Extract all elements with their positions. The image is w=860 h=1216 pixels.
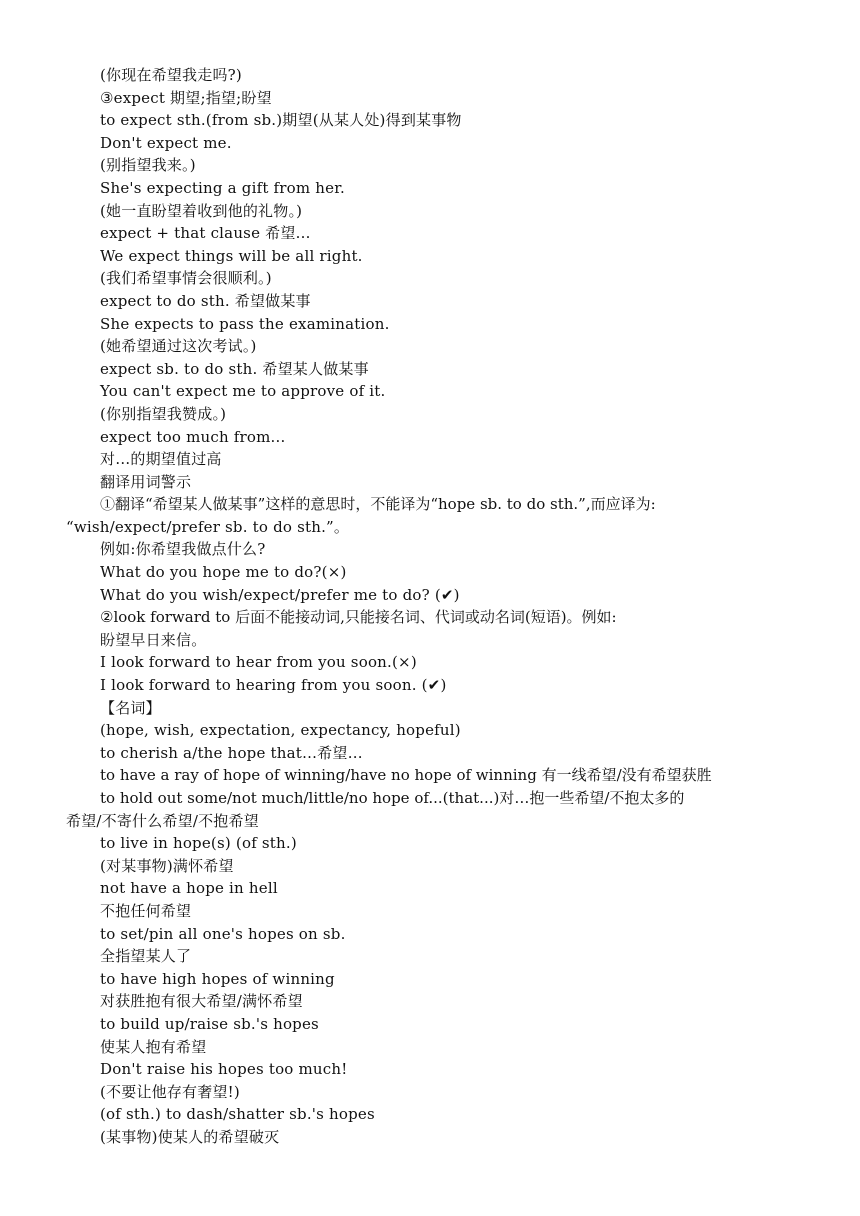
text-line: to build up/raise sb.'s hopes (100, 1014, 319, 1033)
text-line: 例如:你希望我做点什么? (100, 540, 266, 559)
text-line: (她一直盼望着收到他的礼物。) (100, 201, 303, 220)
section-heading: 【名词】 (100, 698, 161, 717)
text-line: (对某事物)满怀希望 (100, 856, 234, 875)
text-line: ①翻译“希望某人做某事”这样的意思时，不能译为“hope sb. to do sth.”,而应译为: (100, 495, 656, 514)
section-heading: 翻译用词警示 (100, 472, 192, 491)
text-line: (别指望我来。) (100, 156, 196, 175)
text-line: 希望/不寄什么希望/不抱希望 (66, 811, 259, 830)
text-line: I look forward to hear from you soon.(×) (100, 653, 417, 672)
text-line: ③expect 期望;指望;盼望 (100, 88, 272, 107)
text-line: She's expecting a gift from her. (100, 178, 345, 197)
text-line: 不抱任何希望 (100, 901, 192, 920)
text-line: I look forward to hearing from you soon. (✔) (100, 676, 447, 695)
text-line: to have high hopes of winning (100, 969, 335, 988)
text-line: (某事物)使某人的希望破灭 (100, 1127, 280, 1146)
text-line: not have a hope in hell (100, 879, 278, 898)
text-line: expect too much from... (100, 427, 286, 446)
text-line: (我们希望事情会很顺利。) (100, 269, 272, 288)
text-line: expect to do sth. 希望做某事 (100, 291, 311, 310)
text-line: to live in hope(s) (of sth.) (100, 834, 297, 853)
text-line: (of sth.) to dash/shatter sb.'s hopes (100, 1105, 375, 1124)
text-line: expect + that clause 希望… (100, 224, 311, 243)
text-line: 使某人抱有希望 (100, 1037, 207, 1056)
text-line: ②look forward to 后面不能接动词,只能接名词、代词或动名词(短语)。例如: (100, 608, 617, 627)
text-line: (你现在希望我走吗?) (100, 66, 242, 84)
text-line: 全指望某人了 (100, 947, 192, 966)
text-line: to have a ray of hope of winning/have no hope of winning 有一线希望/没有希望获胜 (100, 766, 712, 785)
text-line: (你别指望我赞成。) (100, 404, 227, 423)
text-line: (她希望通过这次考试。) (100, 337, 257, 356)
text-line: 对…的期望值过高 (100, 450, 222, 469)
text-line: to cherish a/the hope that…希望… (100, 743, 363, 762)
text-line: (hope, wish, expectation, expectancy, hopeful) (100, 721, 461, 740)
text-line: expect sb. to do sth. 希望某人做某事 (100, 359, 369, 378)
text-line: What do you hope me to do?(×) (100, 563, 347, 582)
text-line: What do you wish/expect/prefer me to do? (✔) (100, 585, 460, 604)
text-line: You can't expect me to approve of it. (100, 382, 386, 401)
text-line: We expect things will be all right. (100, 246, 363, 265)
text-line: “wish/expect/prefer sb. to do sth.”。 (66, 517, 350, 536)
text-line: Don't raise his hopes too much! (100, 1060, 348, 1079)
text-line: 对获胜抱有很大希望/满怀希望 (100, 992, 303, 1011)
text-line: 盼望早日来信。 (100, 630, 207, 649)
document-page (0, 64, 860, 1149)
text-line: to set/pin all one's hopes on sb. (100, 924, 346, 943)
text-line: Don't expect me. (100, 133, 232, 152)
text-line: to expect sth.(from sb.)期望(从某人处)得到某事物 (100, 111, 462, 130)
text-line: She expects to pass the examination. (100, 314, 390, 333)
text-line: to hold out some/not much/little/no hope of...(that...)对…抱一些希望/不抱太多的 (100, 789, 685, 807)
text-line: (不要让他存有奢望!) (100, 1082, 240, 1101)
